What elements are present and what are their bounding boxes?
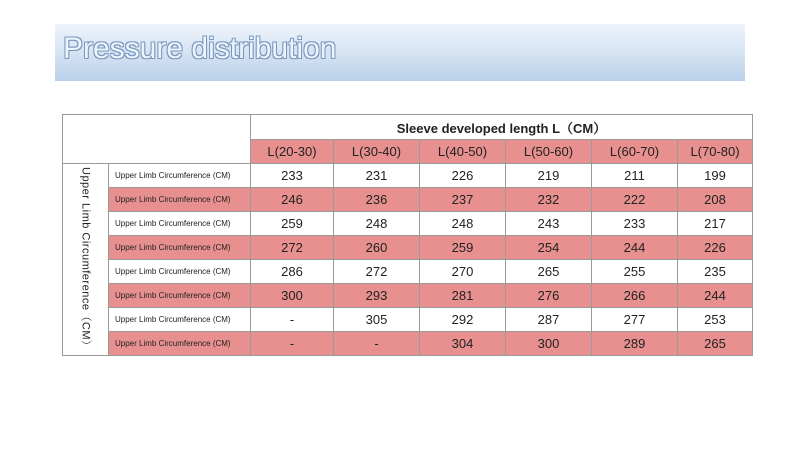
row-label: Upper Limb Circumference (CM)	[109, 260, 251, 284]
table-cell: 265	[506, 260, 592, 284]
table-cell: -	[334, 332, 420, 356]
table-cell: 253	[678, 308, 753, 332]
table-cell: 243	[506, 212, 592, 236]
table-cell: 208	[678, 188, 753, 212]
table-cell: 217	[678, 212, 753, 236]
table-row	[63, 236, 753, 260]
table-cell: 292	[420, 308, 506, 332]
column-group-header: Sleeve developed length L（CM）	[251, 115, 753, 140]
table-cell: 232	[506, 188, 592, 212]
table-cell: 276	[506, 284, 592, 308]
column-header: L(40-50)	[420, 140, 506, 164]
table-cell: 244	[592, 236, 678, 260]
table-cell: 300	[506, 332, 592, 356]
row-label: Upper Limb Circumference (CM)	[109, 236, 251, 260]
table-cell: 260	[334, 236, 420, 260]
table-cell: 281	[420, 284, 506, 308]
table-cell: 248	[420, 212, 506, 236]
table-cell: 305	[334, 308, 420, 332]
column-header: L(60-70)	[592, 140, 678, 164]
table-cell: 272	[334, 260, 420, 284]
table-row	[63, 260, 753, 284]
table-cell: 259	[420, 236, 506, 260]
table-cell: 222	[592, 188, 678, 212]
column-header: L(70-80)	[678, 140, 753, 164]
table-cell: 246	[251, 188, 334, 212]
title-banner	[55, 24, 745, 81]
table-row	[63, 164, 753, 188]
table-cell: 237	[420, 188, 506, 212]
table-cell: 300	[251, 284, 334, 308]
row-group-header	[63, 164, 109, 356]
column-header: L(50-60)	[506, 140, 592, 164]
table-cell: 235	[678, 260, 753, 284]
table-cell: 277	[592, 308, 678, 332]
row-label: Upper Limb Circumference (CM)	[109, 212, 251, 236]
table-cell: 244	[678, 284, 753, 308]
row-label: Upper Limb Circumference (CM)	[109, 284, 251, 308]
table-cell: 233	[251, 164, 334, 188]
row-label: Upper Limb Circumference (CM)	[109, 308, 251, 332]
table-row	[63, 308, 753, 332]
page-title: Pressure distribution	[63, 32, 337, 65]
table-cell: 289	[592, 332, 678, 356]
table-cell: 236	[334, 188, 420, 212]
table-cell: 304	[420, 332, 506, 356]
table-cell: 265	[678, 332, 753, 356]
table-cell: -	[251, 332, 334, 356]
table-cell: 199	[678, 164, 753, 188]
table-cell: 248	[334, 212, 420, 236]
table-cell: 231	[334, 164, 420, 188]
table-row	[63, 212, 753, 236]
table-corner	[63, 115, 251, 164]
table-cell: 211	[592, 164, 678, 188]
table-cell: 255	[592, 260, 678, 284]
table-row	[63, 188, 753, 212]
table-cell: -	[251, 308, 334, 332]
table-cell: 226	[678, 236, 753, 260]
row-group-label: Upper Limb Circumference（CM）	[79, 167, 92, 352]
table-cell: 266	[592, 284, 678, 308]
table-row	[63, 332, 753, 356]
row-label: Upper Limb Circumference (CM)	[109, 164, 251, 188]
row-label: Upper Limb Circumference (CM)	[109, 188, 251, 212]
column-header: L(30-40)	[334, 140, 420, 164]
table-cell: 287	[506, 308, 592, 332]
column-header: L(20-30)	[251, 140, 334, 164]
table-cell: 233	[592, 212, 678, 236]
table-cell: 226	[420, 164, 506, 188]
table-cell: 270	[420, 260, 506, 284]
row-label: Upper Limb Circumference (CM)	[109, 332, 251, 356]
table-cell: 286	[251, 260, 334, 284]
table-row	[63, 284, 753, 308]
table-cell: 272	[251, 236, 334, 260]
pressure-table	[62, 114, 753, 356]
table-cell: 293	[334, 284, 420, 308]
table-cell: 259	[251, 212, 334, 236]
table-cell: 219	[506, 164, 592, 188]
table-cell: 254	[506, 236, 592, 260]
